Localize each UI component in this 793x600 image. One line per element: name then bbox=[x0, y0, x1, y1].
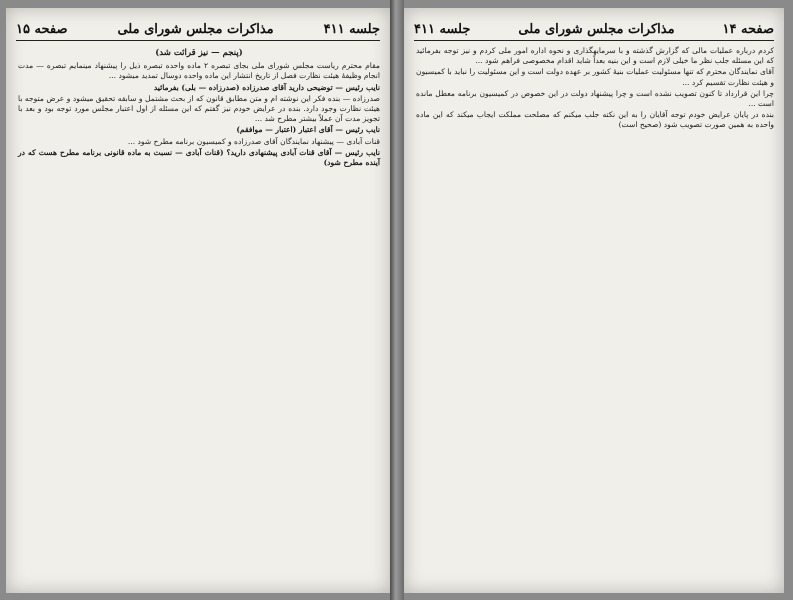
paragraph: مقام محترم ریاست مجلس شورای ملی بجای تبصره ۲ ماده واحده تبصره ذیل را پیشنهاد مینمایم تبصره — مدت انجام وظیفهٔ هیئت نظارت فصل از تاریخ انتشار این ماده واحده دوسال تمدید میشود ... bbox=[18, 61, 380, 81]
right-page-title: مذاکرات مجلس شورای ملی bbox=[518, 21, 675, 37]
left-page-number: صفحه ۱۵ bbox=[16, 21, 68, 37]
book-gutter bbox=[390, 0, 404, 600]
left-page-subtitle: (پنجم — نیز قرائت شد) bbox=[155, 48, 243, 58]
left-page-session: جلسه ۴۱۱ bbox=[323, 21, 380, 37]
left-page bbox=[6, 8, 390, 593]
paragraph: قنات آبادی — پیشنهاد نمایندگان آقای صدرزاده و کمیسیون برنامه مطرح شود ... bbox=[127, 136, 380, 146]
right-page-header bbox=[414, 18, 774, 41]
paragraph: نایب رئیس — آقای اعتبار (اعتبار — موافقم) bbox=[236, 125, 380, 135]
paragraph: کردم درباره عملیات مالی که گزارش گذشته و با سرمایهگذاری و نحوه اداره امور ملی کردم و نیز توجه بفرمائید که این مسئله جلب نظر ما خیلی لازم است و این بنیه بعداً شاید اقدام مخصوصی فراهم شود ... bbox=[416, 46, 774, 66]
left-page-title: مذاکرات مجلس شورای ملی bbox=[117, 21, 274, 37]
right-page-body bbox=[416, 46, 774, 587]
left-page-header bbox=[16, 18, 380, 41]
right-page bbox=[404, 8, 784, 593]
paragraph: آقای نمایندگان محترم که تنها مسئولیت عملیات بنیهٔ کشور بر عهده دولت است و این مسئولیت را نباید با کمیسیون و هیئت نظارت تقسیم کرد ... bbox=[416, 67, 774, 87]
left-page-body bbox=[18, 46, 380, 587]
paragraph: چرا این قرارداد تا کنون تصویب نشده است و چرا پیشنهاد دولت در این خصوص در کمیسیون برنامه معطل مانده است ... bbox=[416, 88, 774, 109]
paragraph: بنده در پایان عرایض خودم توجه آقایان را به این نکته جلب میکنم که مصلحت مملکت ایجاب میکند که این ماده واحده به همین صورت تصویب شود (صحیح است) bbox=[416, 110, 774, 130]
paragraph: نایب رئیس — آقای قنات آبادی پیشنهادی دارید؟ (قنات آبادی — نسبت به ماده قانونی برنامه مطرح هست که در آینده مطرح شود) bbox=[18, 147, 380, 168]
right-page-number: صفحه ۱۴ bbox=[722, 21, 774, 37]
right-page-session: جلسه ۴۱۱ bbox=[414, 21, 471, 37]
paragraph: صدرزاده — بنده فکر این نوشته ام و متن مطابق قانون که از بحث مشتمل و سابقه تحقیق میشود و عرض متوجه با هیئت نظارت وجود دارد. بنده در عرایض خودم نیز گفتم که این مسئله از اول اعتبار مجلس مورد توجه بود و بعد با تجویز مدت آن عملاً بیشتر مطرح شد ... bbox=[18, 93, 380, 124]
paragraph: نایب رئیس — توضیحی دارید آقای صدرزاده (صدرزاده — بلی) بفرمائید bbox=[153, 82, 380, 92]
